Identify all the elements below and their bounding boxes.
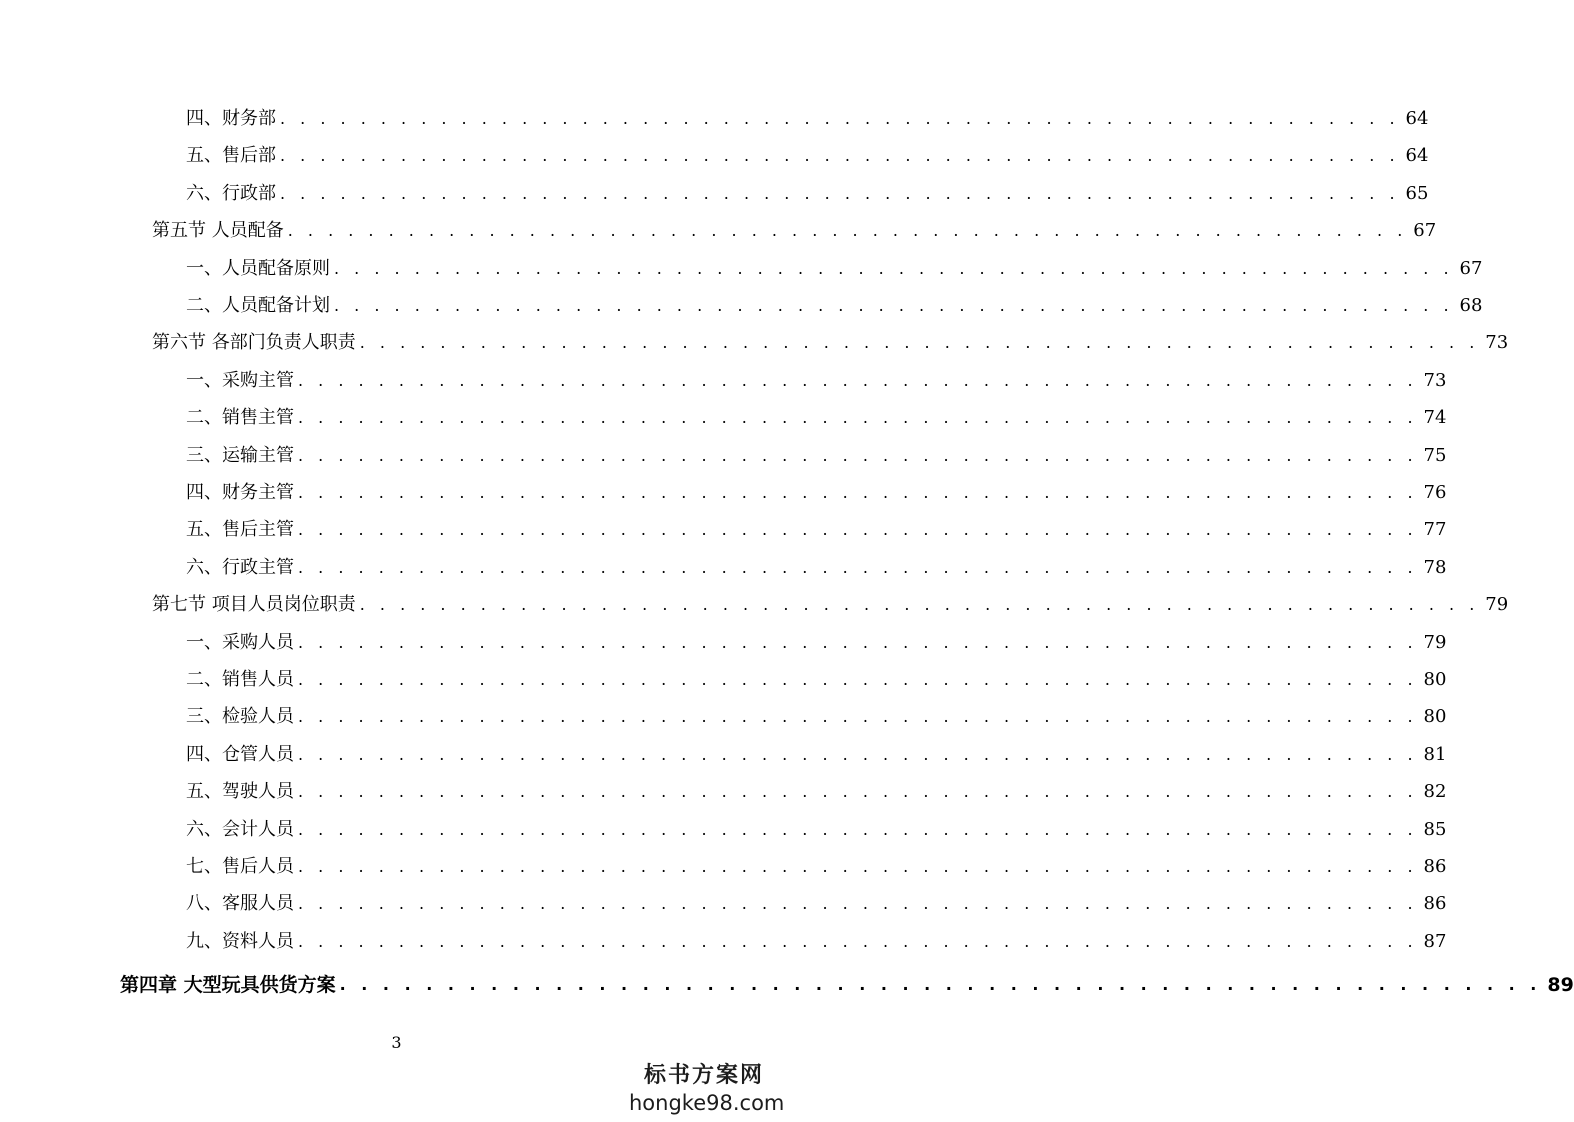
toc-dot-leader: . . . . . . . . . . . . . . . . . . . . . . . . . . . . . . . . . . . . . . . . . . . . . . . . . . . . . . . . — [298, 819, 1418, 839]
toc-entry-page: 80 — [1423, 669, 1447, 690]
toc-dot-leader: . . . . . . . . . . . . . . . . . . . . . . . . . . . . . . . . . . . . . . . . . . . . . . . . . . . . . . . . — [298, 632, 1418, 652]
toc-entry-page: 86 — [1423, 856, 1447, 877]
toc-section-entry[interactable] — [152, 213, 1437, 243]
toc-entry-label: 一、采购主管 — [186, 369, 294, 391]
toc-entry-page: 78 — [1423, 556, 1447, 578]
toc-entry-label: 一、采购人员 — [186, 631, 294, 653]
toc-subsection-entry[interactable] — [186, 924, 1447, 954]
toc-subsection-entry[interactable] — [186, 251, 1483, 281]
toc-entry-page: 79 — [1423, 631, 1447, 653]
toc-entry-page: 73 — [1423, 369, 1447, 391]
toc-dot-leader: . . . . . . . . . . . . . . . . . . . . . . . . . . . . . . . . . . . . . . . . . . . . . . . . . . . . . . . . — [359, 595, 1480, 615]
toc-subsection-entry[interactable] — [186, 475, 1447, 505]
toc-dot-leader: . . . . . . . . . . . . . . . . . . . . . . . . . . . . . . . . . . . . . . . . . . . . . . . . . . . . . . . . — [298, 707, 1418, 727]
toc-dot-leader: . . . . . . . . . . . . . . . . . . . . . . . . . . . . . . . . . . . . . . . . . . . . . . . . . . . . . . . . — [280, 109, 1400, 128]
toc-entry-label: 二、销售人员 — [186, 669, 294, 690]
toc-entry-page: 79 — [1485, 594, 1509, 616]
toc-dot-leader: . . . . . . . . . . . . . . . . . . . . . . . . . . . . . . . . . . . . . . . . . . . . . . . . . . . . . . . . — [298, 931, 1418, 951]
toc-subsection-entry[interactable] — [186, 138, 1429, 168]
toc-dot-leader: . . . . . . . . . . . . . . . . . . . . . . . . . . . . . . . . . . . . . . . . . . . . . . . . . . . . . . . . — [359, 333, 1480, 353]
toc-entry-label: 五、售后主管 — [186, 519, 294, 541]
toc-subsection-entry[interactable] — [186, 438, 1447, 468]
toc-dot-leader: . . . . . . . . . . . . . . . . . . . . . . . . . . . . . . . . . . . . . . . . . . . . . . . . . . . . . . . . — [298, 744, 1418, 764]
toc-entry-page: 65 — [1405, 182, 1429, 204]
toc-dot-leader: . . . . . . . . . . . . . . . . . . . . . . . . . . . . . . . . . . . . . . . . . . . . . . . . . . . . . . . . — [280, 146, 1400, 166]
toc-chapter-entry[interactable] — [120, 967, 1574, 997]
toc-entry-label: 八、客服人员 — [186, 893, 294, 915]
toc-dot-leader: . . . . . . . . . . . . . . . . . . . . . . . . . . . . . . . . . . . . . . . . . . . . . . . . . . . . . . . . — [287, 221, 1408, 241]
toc-dot-leader: . . . . . . . . . . . . . . . . . . . . . . . . . . . . . . . . . . . . . . . . . . . . . . . . . . . . . . . . — [298, 520, 1418, 540]
toc-subsection-entry[interactable] — [186, 699, 1447, 729]
toc-section-entry[interactable] — [152, 325, 1509, 355]
watermark-url: hongke98.com — [629, 1091, 785, 1115]
toc-entry-page: 67 — [1413, 220, 1437, 242]
toc-entry-label: 四、仓管人员 — [186, 743, 294, 765]
toc-subsection-entry[interactable] — [186, 625, 1447, 655]
toc-entry-page: 87 — [1423, 930, 1447, 952]
toc-entry-page: 64 — [1405, 145, 1429, 167]
toc-entry-label: 六、行政主管 — [186, 556, 294, 578]
toc-entry-page: 64 — [1405, 108, 1429, 129]
toc-entry-label: 一、人员配备原则 — [186, 257, 330, 279]
toc-entry-page: 76 — [1423, 482, 1447, 503]
toc-subsection-entry[interactable] — [186, 886, 1447, 916]
toc-dot-leader: . . . . . . . . . . . . . . . . . . . . . . . . . . . . . . . . . . . . . . . . . . . . . . . . . . . . . . . . — [298, 445, 1418, 465]
toc-subsection-entry[interactable] — [186, 737, 1447, 767]
toc-subsection-entry[interactable] — [186, 101, 1429, 131]
toc-entry-page: 80 — [1423, 706, 1447, 728]
toc-dot-leader: . . . . . . . . . . . . . . . . . . . . . . . . . . . . . . . . . . . . . . . . . . . . . . . . . . . . . . . . — [298, 782, 1418, 802]
toc-dot-leader: . . . . . . . . . . . . . . . . . . . . . . . . . . . . . . . . . . . . . . . . . . . . . . . . . . . . . . . . — [298, 483, 1418, 502]
toc-entry-label: 第七节 项目人员岗位职责 — [152, 594, 356, 616]
toc-entry-page: 75 — [1423, 444, 1447, 466]
toc-entry-label: 五、驾驶人员 — [186, 781, 294, 803]
toc-entry-page: 85 — [1423, 818, 1447, 840]
page-number: 3 — [391, 1033, 402, 1052]
toc-subsection-entry[interactable] — [186, 550, 1447, 580]
toc-entry-page: 68 — [1459, 295, 1483, 316]
toc-entry-label: 六、行政部 — [186, 182, 276, 204]
toc-entry-page: 77 — [1423, 519, 1447, 541]
toc-dot-leader: . . . . . . . . . . . . . . . . . . . . . . . . . . . . . . . . . . . . . . . . . . . . . . . . . . . . . . . . — [298, 857, 1418, 876]
toc-entry-label: 第四章 大型玩具供货方案 — [120, 974, 336, 997]
toc-entry-page: 82 — [1423, 781, 1447, 803]
toc-section-entry[interactable] — [152, 587, 1509, 617]
watermark-title: 标书方案网 — [643, 1063, 764, 1088]
toc-dot-leader: . . . . . . . . . . . . . . . . . . . . . . . . . . . . . . . . . . . . . . . . . . . . . . . . . . . . . . . . — [339, 975, 1542, 995]
toc-dot-leader: . . . . . . . . . . . . . . . . . . . . . . . . . . . . . . . . . . . . . . . . . . . . . . . . . . . . . . . . — [298, 408, 1418, 428]
toc-subsection-entry[interactable] — [186, 812, 1447, 842]
toc-dot-leader: . . . . . . . . . . . . . . . . . . . . . . . . . . . . . . . . . . . . . . . . . . . . . . . . . . . . . . . . — [298, 557, 1418, 577]
toc-dot-leader: . . . . . . . . . . . . . . . . . . . . . . . . . . . . . . . . . . . . . . . . . . . . . . . . . . . . . . . . — [298, 370, 1418, 390]
toc-entry-label: 四、财务部 — [186, 108, 276, 129]
toc-entry-label: 三、运输主管 — [186, 444, 294, 466]
toc-entry-label: 二、销售主管 — [186, 407, 294, 429]
toc-entry-label: 三、检验人员 — [186, 706, 294, 728]
toc-entry-label: 七、售后人员 — [186, 856, 294, 877]
toc-subsection-entry[interactable] — [186, 400, 1447, 430]
toc-entry-label: 五、售后部 — [186, 145, 276, 167]
toc-dot-leader: . . . . . . . . . . . . . . . . . . . . . . . . . . . . . . . . . . . . . . . . . . . . . . . . . . . . . . . . — [334, 296, 1454, 315]
toc-subsection-entry[interactable] — [186, 363, 1447, 393]
toc-entry-label: 第五节 人员配备 — [152, 220, 284, 242]
watermark-logo — [629, 1062, 785, 1116]
toc-subsection-entry[interactable] — [186, 512, 1447, 542]
toc-subsection-entry[interactable] — [186, 288, 1483, 318]
toc-dot-leader: . . . . . . . . . . . . . . . . . . . . . . . . . . . . . . . . . . . . . . . . . . . . . . . . . . . . . . . . — [334, 258, 1454, 278]
toc-entry-page: 73 — [1485, 332, 1509, 354]
toc-entry-label: 六、会计人员 — [186, 818, 294, 840]
toc-entry-label: 第六节 各部门负责人职责 — [152, 332, 356, 354]
toc-dot-leader: . . . . . . . . . . . . . . . . . . . . . . . . . . . . . . . . . . . . . . . . . . . . . . . . . . . . . . . . — [280, 183, 1400, 203]
toc-entry-label: 二、人员配备计划 — [186, 295, 330, 316]
toc-entry-label: 四、财务主管 — [186, 482, 294, 503]
toc-subsection-entry[interactable] — [186, 849, 1447, 879]
toc-entry-page: 67 — [1459, 257, 1483, 279]
toc-subsection-entry[interactable] — [186, 176, 1429, 206]
toc-subsection-entry[interactable] — [186, 774, 1447, 804]
toc-entry-page: 89 — [1547, 974, 1574, 997]
toc-entry-page: 74 — [1423, 407, 1447, 429]
toc-dot-leader: . . . . . . . . . . . . . . . . . . . . . . . . . . . . . . . . . . . . . . . . . . . . . . . . . . . . . . . . — [298, 894, 1418, 914]
toc-entry-page: 81 — [1423, 743, 1447, 765]
toc-subsection-entry[interactable] — [186, 662, 1447, 692]
toc-dot-leader: . . . . . . . . . . . . . . . . . . . . . . . . . . . . . . . . . . . . . . . . . . . . . . . . . . . . . . . . — [298, 670, 1418, 689]
toc-entry-page: 86 — [1423, 893, 1447, 915]
toc-entry-label: 九、资料人员 — [186, 930, 294, 952]
